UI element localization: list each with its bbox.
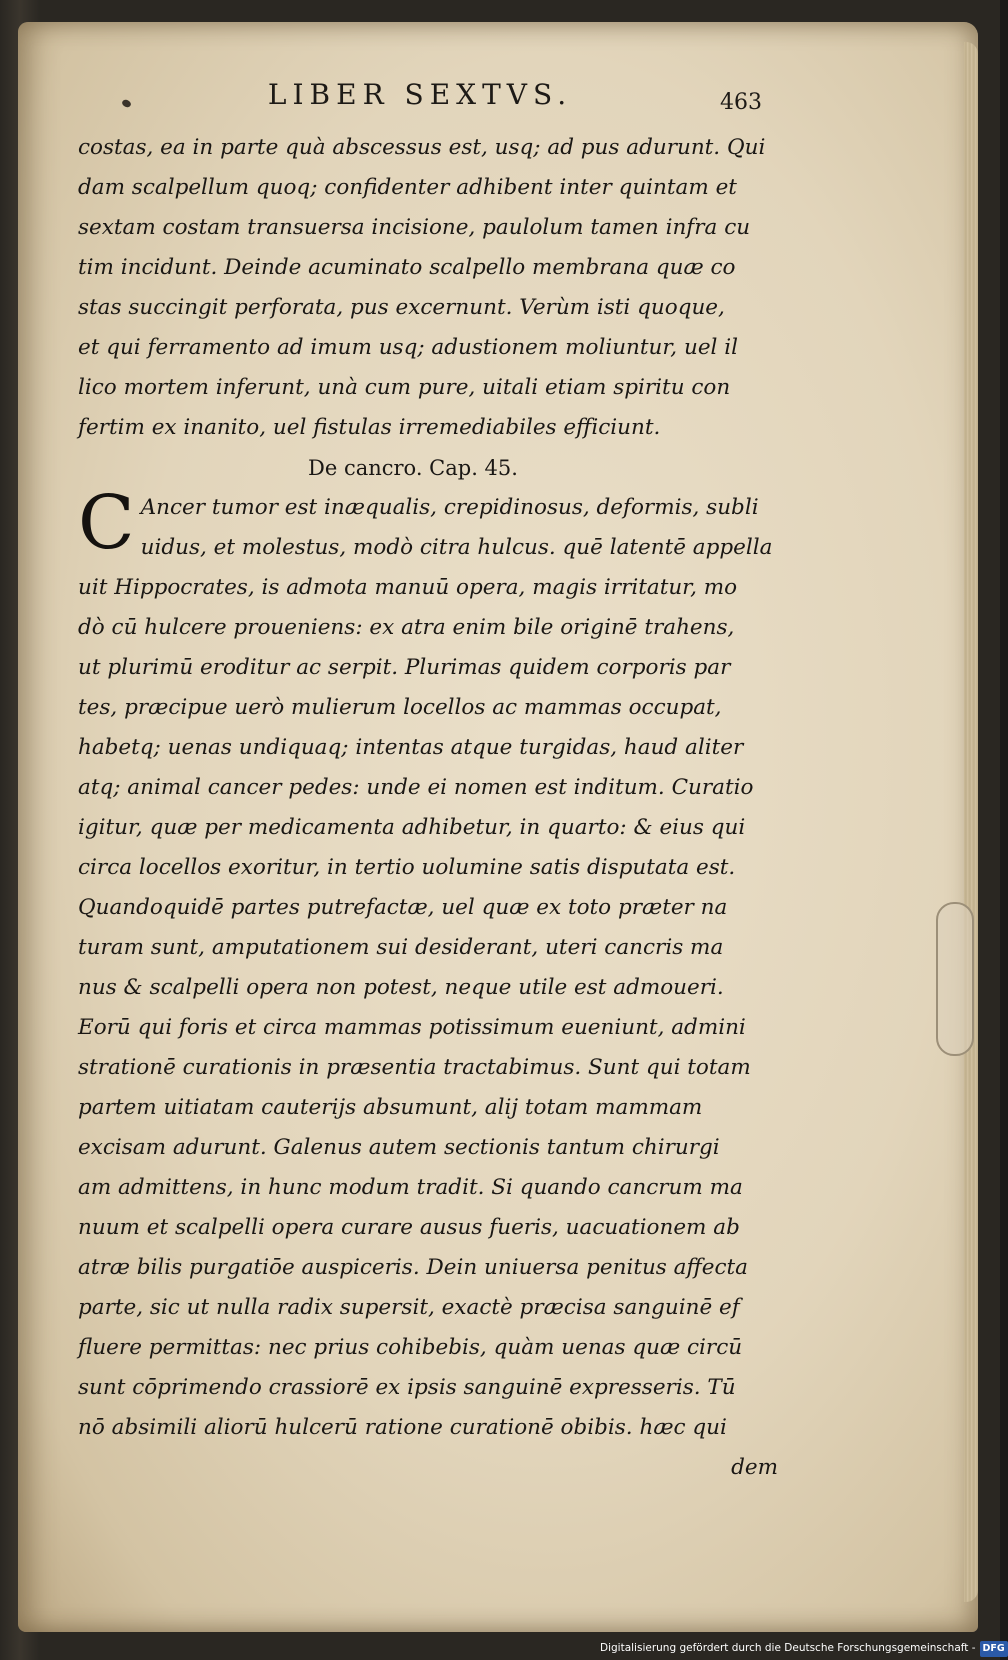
page-fore-edge <box>964 42 978 1602</box>
text-line: partem uitiatam cauterijs absumunt, alij totam mammam <box>78 1095 703 1120</box>
text-line: parte, sic ut nulla radix supersit, exactè præcisa sanguinē ef <box>78 1295 740 1320</box>
page-number: 463 <box>720 90 762 115</box>
text-line: Eorū qui foris et circa mammas potissimum eueniunt, admini <box>78 1015 746 1040</box>
text-line: et qui ferramento ad imum usq; adustionem moliuntur, uel il <box>78 335 739 360</box>
chapter-heading: De cancro. Cap. 45. <box>308 456 518 480</box>
catchword: dem <box>731 1455 778 1480</box>
text-line: strationē curationis in præsentia tractabimus. Sunt qui totam <box>78 1055 751 1080</box>
text-line: nuum et scalpelli opera curare ausus fueris, uacuationem ab <box>78 1215 740 1240</box>
text-line: excisam adurunt. Galenus autem sectionis tantum chirurgi <box>78 1135 720 1160</box>
digitization-credit <box>600 1640 1005 1656</box>
text-line: sextam costam transuersa incisione, paulolum tamen infra cu <box>78 215 751 240</box>
text-line: turam sunt, amputationem sui desiderant, uteri cancris ma <box>78 935 724 960</box>
text-line: tim incidunt. Deinde acuminato scalpello membrana quæ co <box>78 255 736 280</box>
paragraph-cancer <box>78 480 778 1448</box>
text-line: atræ bilis purgatiōe auspiceris. Dein uniuersa penitus affecta <box>78 1255 748 1280</box>
credit-text: Digitalisierung gefördert durch die Deutsche Forschungsgemeinschaft - <box>600 1642 976 1654</box>
text-line: uit Hippocrates, is admota manuū opera, magis irritatur, mo <box>78 575 738 600</box>
text-line: nō absimili aliorū hulcerū ratione curationē obibis. hæc qui <box>78 1415 727 1440</box>
text-block <box>78 128 778 1488</box>
paragraph-before <box>78 128 778 448</box>
paragraph-after <box>78 568 778 1448</box>
text-line: fluere permittas: nec prius cohibebis, quàm uenas quæ circū <box>78 1335 743 1360</box>
text-line: dam scalpellum quoq; confidenter adhibent inter quintam et <box>78 175 737 200</box>
dfg-logo: DFG <box>980 1641 1008 1657</box>
page-tab-marker <box>936 902 974 1056</box>
text-line: ut plurimū eroditur ac serpit. Plurimas quidem corporis par <box>78 655 731 680</box>
text-line: sunt cōprimendo crassiorē ex ipsis sanguinē expresseris. Tū <box>78 1375 736 1400</box>
text-line: circa locellos exoritur, in tertio uolumine satis disputata est. <box>78 855 736 880</box>
text-line: igitur, quæ per medicamenta adhibetur, in quarto: & eius qui <box>78 815 746 840</box>
text-line: nus & scalpelli opera non potest, neque utile est admoueri. <box>78 975 724 1000</box>
text-line: tes, præcipue uerò mulierum locellos ac mammas occupat, <box>78 695 722 720</box>
text-line: fertim ex inanito, uel fistulas irremediabiles efficiunt. <box>78 415 661 440</box>
text-line: dò cū hulcere proueniens: ex atra enim bile originē trahens, <box>78 615 735 640</box>
text-line: stas succingit perforata, pus excernunt. Verùm isti quoque, <box>78 295 725 320</box>
text-line: uidus, et molestus, modò citra hulcus. quē latentē appella <box>140 535 773 560</box>
text-line: am admittens, in hunc modum tradit. Si quando cancrum ma <box>78 1175 743 1200</box>
text-line: Quandoquidē partes putrefactæ, uel quæ ex toto præter na <box>78 895 728 920</box>
text-line: Ancer tumor est inæqualis, crepidinosus, deformis, subli <box>140 495 759 520</box>
drop-cap: C <box>78 480 135 566</box>
running-title: LIBER SEXTVS. <box>267 78 573 111</box>
text-line: lico mortem inferunt, unà cum pure, uitali etiam spiritu con <box>78 375 731 400</box>
text-line: costas, ea in parte quà abscessus est, usq; ad pus adurunt. Qui <box>78 135 766 160</box>
text-line: habetq; uenas undiquaq; intentas atque turgidas, haud aliter <box>78 735 744 760</box>
text-line: atq; animal cancer pedes: unde ei nomen est inditum. Curatio <box>78 775 754 800</box>
